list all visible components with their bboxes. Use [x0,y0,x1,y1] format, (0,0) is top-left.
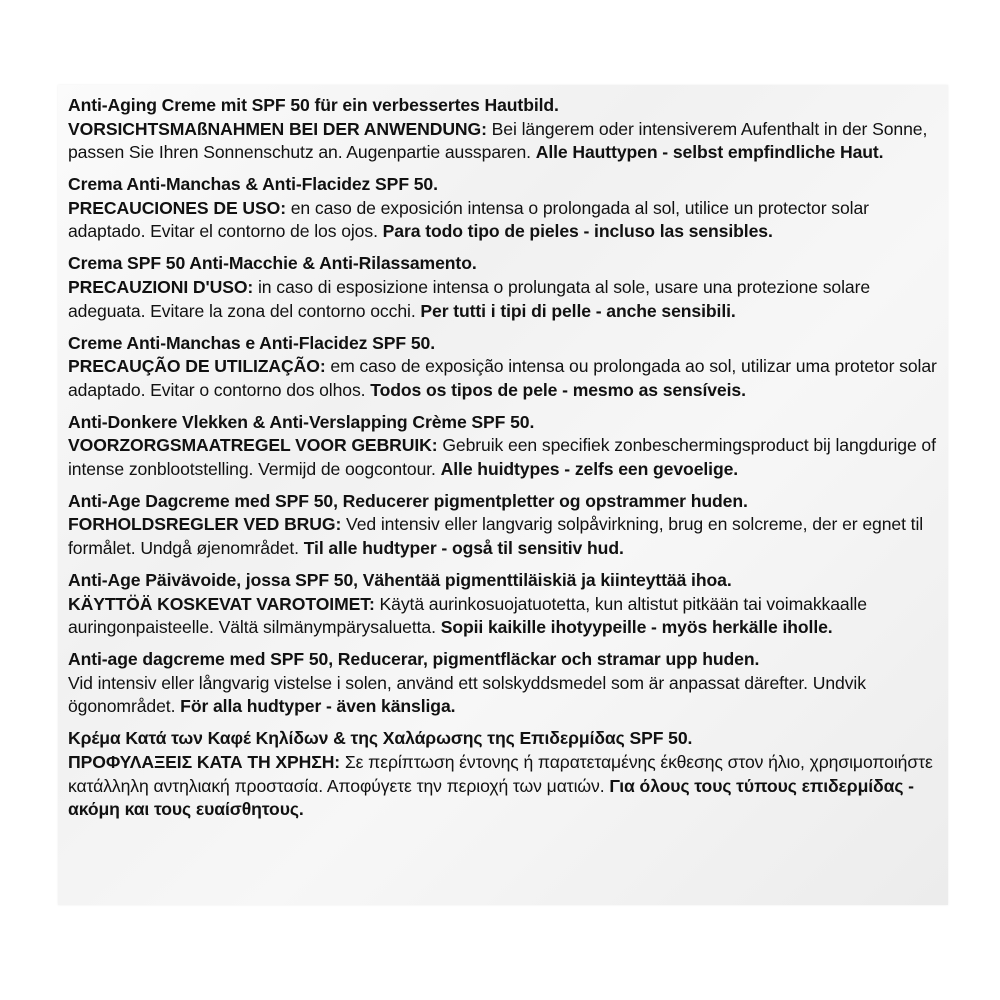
precaution-text: Vid intensiv eller långvarig vistelse i solen, använd ett solskyddsmedel som är anpassat därefter. Undvik ögonområdet. [68,672,866,717]
precaution-label: ΠΡΟΦΥΛΑΞΕΙΣ ΚΑΤΑ ΤΗ ΧΡΗΣΗ: [68,751,341,772]
skin-types: Alle huidtypes - zelfs een gevoelige. [440,458,739,479]
section-body [68,276,948,323]
section-body [68,118,948,165]
section-title: Creme Anti-Manchas e Anti-Flacidez SPF 50. [68,332,435,353]
section-dutch [68,411,948,482]
skin-types: Sopii kaikille ihotyypeille - myös herkälle iholle. [440,617,833,638]
skin-types: Alle Hauttypen - selbst empfindliche Haut. [535,142,884,163]
precaution-label: FORHOLDSREGLER VED BRUG: [68,514,342,535]
section-spanish [68,173,948,244]
section-body [68,751,948,822]
skin-types: Per tutti i tipi di pelle - anche sensibili. [420,300,736,321]
skin-types: Para todo tipo de pieles - incluso las sensibles. [382,221,773,242]
section-german [68,94,948,165]
precaution-label: KÄYTTÖÄ KOSKEVAT VAROTOIMET: [68,593,375,614]
section-title: Crema SPF 50 Anti-Macchie & Anti-Rilassamento. [68,253,477,274]
precaution-label: PRECAUCIONES DE USO: [68,197,286,218]
section-body [68,197,948,244]
section-body [68,513,948,560]
precaution-label: VORSICHTSMAßNAHMEN BEI DER ANWENDUNG: [68,118,487,139]
section-body [68,672,948,719]
precaution-text: en caso de exposición intensa o prolongada al sol, utilice un protector solar adaptado. Evitar el contorno de los ojos. [68,197,869,242]
precaution-label: VOORZORGSMAATREGEL VOOR GEBRUIK: [68,435,438,456]
section-title: Anti-Age Dagcreme med SPF 50, Reducerer pigmentpletter og opstrammer huden. [68,490,748,511]
section-italian [68,252,948,323]
section-title: Anti-Aging Creme mit SPF 50 für ein verbessertes Hautbild. [68,95,559,115]
precaution-text: Σε περίπτωση έντονης ή παρατεταμένης έκθεσης στον ήλιο, χρησιμοποιήστε κατάλληλη αντηλιακή προστασία. Αποφύγετε την περιοχή των ματιών. [68,751,933,796]
section-swedish [68,648,948,719]
skin-types: Todos os tipos de pele - mesmo as sensíveis. [370,379,746,400]
skin-types: Για όλους τους τύπους επιδερμίδας - ακόμη και τους ευαίσθητους. [68,775,914,820]
section-title: Crema Anti-Manchas & Anti-Flacidez SPF 50. [68,174,438,195]
section-finnish [68,569,948,640]
precaution-label: PRECAUZIONI D'USO: [68,276,254,297]
section-body [68,434,948,481]
precaution-text: em caso de exposição intensa ou prolongada ao sol, utilizar uma protetor solar adaptado. Evitar o contorno dos olhos. [68,356,937,400]
precaution-text: Gebruik een specifiek zonbeschermingsproduct bij langdurige of intense zonblootstelling. Vermijd de oogcontour. [68,435,936,479]
section-portuguese [68,332,948,403]
precaution-text: Käytä aurinkosuojatuotetta, kun altistut pitkään tai voimakkaalle auringonpaisteelle. Vältä silmänympärysaluetta. [68,593,867,638]
section-title: Anti-age dagcreme med SPF 50, Reducerar, pigmentfläckar och stramar upp huden. [68,649,760,670]
section-title: Κρέμα Κατά των Καφέ Κηλίδων & της Χαλάρωσης της Επιδερμίδας SPF 50. [68,728,693,749]
skin-types: För alla hudtyper - även känsliga. [180,696,456,717]
section-body [68,593,948,640]
section-title: Anti-Age Päivävoide, jossa SPF 50, Vähentää pigmenttiläiskiä ja kiinteyttää ihoa. [68,570,732,591]
precaution-label: PRECAUÇÃO DE UTILIZAÇÃO: [68,356,326,377]
section-title: Anti-Donkere Vlekken & Anti-Verslapping Crème SPF 50. [68,411,535,432]
skin-types: Til alle hudtyper - også til sensitiv hud. [303,538,624,559]
section-danish [68,490,948,561]
multilingual-instructions [68,94,948,830]
precaution-text: in caso di esposizione intensa o prolungata al sole, usare una protezione solare adeguata. Evitare la zona del contorno occhi. [68,276,871,321]
section-body [68,355,948,402]
section-greek [68,727,948,821]
precaution-text: Bei längerem oder intensiverem Aufenthalt in der Sonne, passen Sie Ihren Sonnenschutz an. Augenpartie aussparen. [68,118,928,163]
precaution-text: Ved intensiv eller langvarig solpåvirkning, brug en solcreme, der er egnet til formålet. Undgå øjenområdet. [68,514,924,559]
